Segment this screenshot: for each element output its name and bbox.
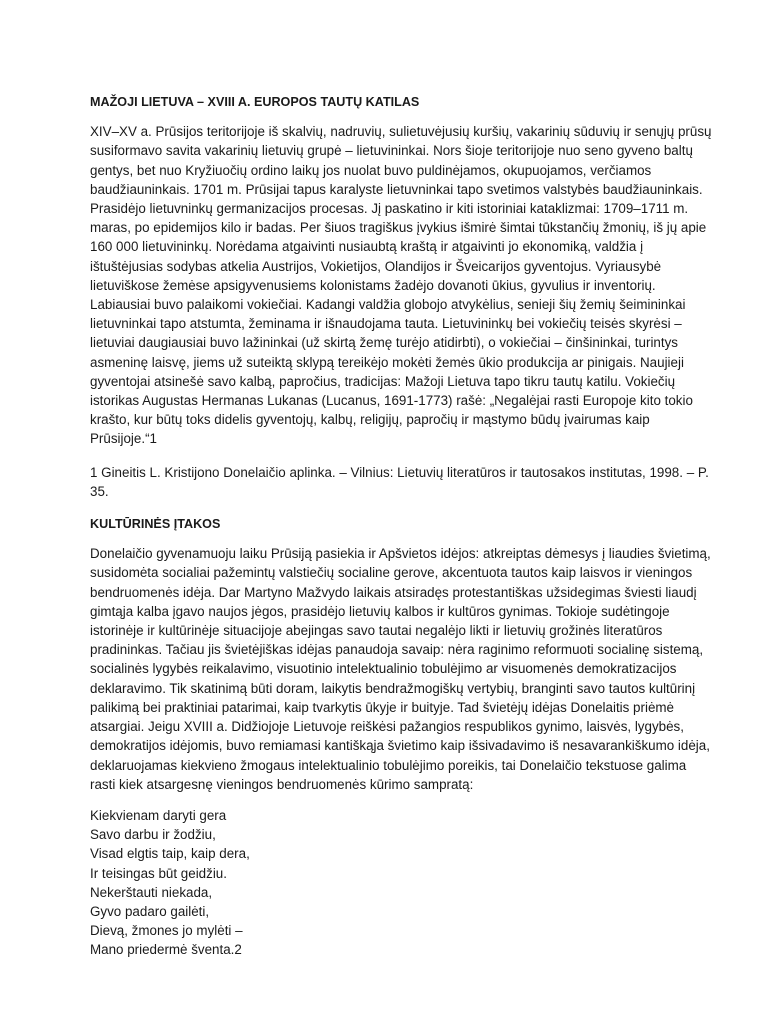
poem-line: Kiekvienam daryti gera xyxy=(90,807,227,823)
text-line: deklaravimo. Tik skatinimą būti doram, laikytis bendražmogiškų vertybių, branginti savo tautos kultūrinį xyxy=(90,680,696,696)
text-line: ištuštėjusias sodybas atkelia Austrijos, Vokietijos, Olandijos ir Šveicarijos gyventojus. Vyriausybė xyxy=(90,258,662,274)
text-line: Prasidėjo lietuvninkų germanizacijos procesas. Jį paskatino ir kiti istoriniai kataklizmai: 1709–1711 m. xyxy=(90,201,689,217)
text-line: krašto, kur būtų toks didelis gyventojų, kalbų, religijų, papročių ir mąstymo būdų įvairumas kaip xyxy=(90,412,650,428)
document-page xyxy=(90,93,712,968)
text-line: istorinėje ir kultūrinėje situacijoje abejingas savo tautai negalėjo likti ir lietuvių grožinės literatūros xyxy=(90,623,663,639)
poem-line: Dievą, žmones jo mylėti – xyxy=(90,923,243,939)
text-line: gimtąja kalba įgavo naujos jėgos, prasidėjo lietuvių kalbos ir kultūros gynimas. Tokioje sudėtingoje xyxy=(90,603,670,619)
text-line: Labiausiai buvo palaikomi vokiečiai. Kadangi valdžia globojo atvykėlius, senieji šių žemių šeimininkai xyxy=(90,297,686,313)
text-line: 160 000 lietuvininkų. Norėdama atgaivinti nusiaubtą kraštą ir atgaivinti jo ekonomiką, valdžia į xyxy=(90,239,644,255)
text-line: lietuviškose žemėse apsigyvenusiems kolonistams žadėjo dovanoti ūkius, gyvulius ir inventorių. xyxy=(90,277,656,293)
text-line: bendruomenės idėja. Dar Martyno Mažvydo laikais atsiradęs protestantiškas užsidegimas šviesti liaudį xyxy=(90,584,697,600)
poem-line: Mano priedermė šventa.2 xyxy=(90,942,242,958)
paragraph-history xyxy=(90,122,712,448)
footnote-line: 1 Gineitis L. Kristijono Donelaičio aplinka. – Vilnius: Lietuvių literatūros ir tautosakos institutas, 1998. – P. xyxy=(90,464,709,480)
text-line: susiformavo savita vakarinių lietuvių grupė – lietuvininkai. Nors šioje teritorijoje nuo seno gyveno baltų xyxy=(90,143,693,159)
text-line: pradininkas. Tačiau jis švietėjiškas idėjas panaudoja savaip: nėra raginimo reformuoti socialinę sistemą, xyxy=(90,642,704,658)
text-line: palikimą bei praktiniai patarimai, kaip tvarkytis ūkyje ir buityje. Tad švietėjų idėjas Donelaitis priėmė xyxy=(90,699,674,715)
poem-line: Visad elgtis taip, kaip dera, xyxy=(90,846,250,862)
footnote-1 xyxy=(90,463,709,501)
text-line: asmeninę laisvę, jiems už suteiktą sklypą tereikėjo mokėti žemės ūkio produkcija ar pinigais. Naujieji xyxy=(90,354,684,370)
text-line: gyventojai atsinešė savo kalbą, papročius, tradicijas: Mažoji Lietuva tapo tikru tautų katilu. Vokiečių xyxy=(90,373,676,389)
text-line: XIV–XV a. Prūsijos teritorijoje iš skalvių, nadruvių, sulietuvėjusių kuršių, vakarinių sūduvių ir senųjų prūsų xyxy=(90,124,712,140)
text-line: Donelaičio gyvenamuoju laiku Prūsiją pasiekia ir Apšvietos idėjos: atkreiptas dėmesys į liaudies švietimą, xyxy=(90,546,711,562)
section-heading-kulturines-itakos: KULTŪRINĖS ĮTAKOS xyxy=(90,517,221,532)
poem-quote xyxy=(90,806,680,960)
text-line: socialinės lygybės reikalavimo, visuotinio intelektualinio tobulėjimo ar visuomenės demokratizacijos xyxy=(90,661,677,677)
text-line: susidomėta socialiai pažemintų valstiečių socialine gerove, akcentuota tautos kaip laisvos ir vieningos xyxy=(90,565,693,581)
text-line: baudžiauninkais. 1701 m. Prūsijai tapus karalyste lietuvninkai tapo svetimos valstybės baudžiauninkais. xyxy=(90,181,703,197)
section-heading-mazoji-lietuva: MAŽOJI LIETUVA – XVIII A. EUROPOS TAUTŲ KATILAS xyxy=(90,95,420,109)
text-line: gentys, bet nuo Kryžiuočių ordino laikų jos nuolat buvo puldinėjamos, okupuojamos, verčiamos xyxy=(90,162,652,178)
text-line: atsargiai. Jeigu XVIII a. Didžiojoje Lietuvoje reiškėsi pažangios respublikos gynimo, laisvės, lygybės, xyxy=(90,719,684,735)
poem-line: Gyvo padaro gailėti, xyxy=(90,903,210,919)
text-line: lietuviai daugiausiai buvo lažininkai (už skirtą žemę turėjo atidirbti), o vokiečiai – činšininkai, turintys xyxy=(90,335,678,351)
text-line: rasti kiek atsargesnę vieningos bendruomenės kūrimo sampratą: xyxy=(90,776,474,792)
text-line: maras, po epidemijos kilo ir badas. Per šiuos tragiškus įvykius išmirė šimtai tūkstančių žmonių, iš jų apie xyxy=(90,220,707,236)
text-line: istorikas Augustas Hermanas Lukanas (Lucanus, 1691-1773) rašė: „Negalėjai rasti Europoje kito tokio xyxy=(90,393,693,409)
paragraph-cultural-influences xyxy=(90,544,711,794)
text-line: Prūsijoje.“1 xyxy=(90,431,157,447)
footnote-line: 35. xyxy=(90,483,109,499)
poem-line: Savo darbu ir žodžiu, xyxy=(90,827,216,843)
poem-line: Ir teisingas būt geidžiu. xyxy=(90,865,227,881)
text-line: lietuvninkai tapo atstumta, žeminama ir išnaudojama tauta. Lietuvininkų bei vokiečių teisės skyrėsi – xyxy=(90,316,682,332)
poem-line: Nekerštauti niekada, xyxy=(90,884,213,900)
text-line: deklaruojamas kiekvieno žmogaus intelektualinio tobulėjimo poreikis, tai Donelaičio tekstuose galima xyxy=(90,757,687,773)
text-line: demokratijos idėjomis, buvo remiamasi kantiškąja švietimo kaip išsivadavimo iš nesavarankiškumo idėja, xyxy=(90,738,710,754)
